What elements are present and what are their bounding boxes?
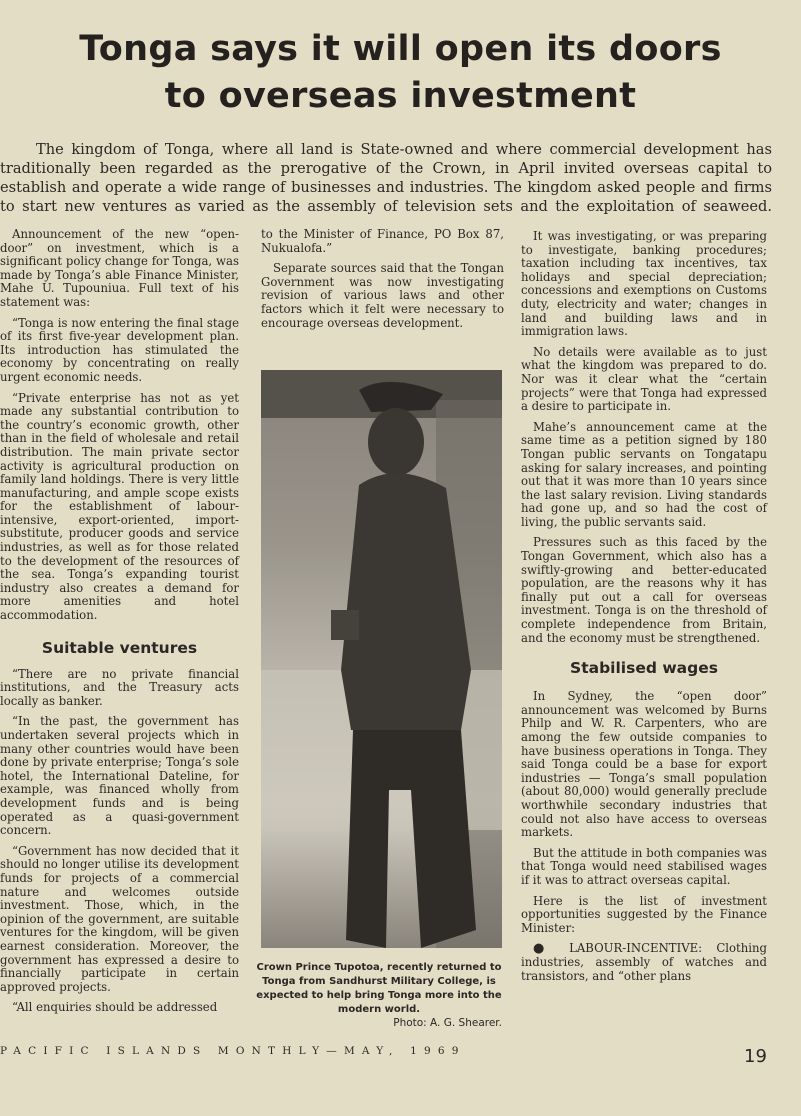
- footer-magazine-line: PACIFIC ISLANDS MONTHLY—MAY, 1969: [0, 1045, 466, 1057]
- bullet-icon: ●: [533, 941, 555, 957]
- col1-paragraph-1: Announcement of the new “open-door” on investment, which is a significant policy change for Tonga, was made by Tonga’s able Finance Minister, Mahe U. Tupouniua. Full text of his statement was:: [0, 227, 239, 309]
- photo-caption: Crown Prince Tupotoa, recently returned to Tonga from Sandhurst Military College, is expected to help bring Tonga more into the modern world.: [256, 962, 502, 1015]
- headline-line-1: Tonga says it will open its doors: [79, 29, 722, 69]
- col2-paragraph-2: Separate sources said that the Tongan Government was now investigating revision of various laws and other factors which it felt were necessary to encourage overseas development.: [261, 261, 504, 330]
- col1-paragraph-7: “All enquiries should be addressed: [12, 1000, 218, 1015]
- col3-paragraph-5: In Sydney, the “open door” announcement was welcomed by Burns Philp and W. R. Carpenters, who are among the few outside companies to have business operations in Tonga. They said Tonga could be a base for export industries — Tonga’s small population (about 80,000) would generally preclude worthwhile secondary industries that could not also have access to overseas markets.: [521, 689, 767, 840]
- col1-paragraph-2: “Tonga is now entering the final stage of its first five-year development plan. Its introduction has stimulated the economy by concentrating on really urgent economic needs.: [0, 315, 239, 384]
- col3-paragraph-8: [521, 942, 767, 983]
- photo-credit: Photo: A. G. Shearer.: [393, 1017, 502, 1029]
- col1-paragraph-3: “Private enterprise has not as yet made any substantial contribution to the country’s economic growth, other than in the field of wholesale and retail distribution. The main private sector activity is agricultural production on family land holdings. There is very little manufacturing, and ample scope exists for the establishment of labour-intensive, export-oriented, import-substitute, producer goods and service industries, as well as for those related to the development of the resources of the sea. Tonga’s expanding tourist industry also creates a demand for more amenities and hotel accommodation.: [0, 390, 239, 623]
- page-number: 19: [744, 1046, 767, 1067]
- col1-paragraph-5: “In the past, the government has undertaken several projects which in many other countries would have been done by private enterprise; Tonga’s sole hotel, the International Dateline, for example, was financed wholly from development funds and is being operated as a quasi-government concern.: [0, 714, 239, 838]
- col3-paragraph-7: Here is the list of investment opportunities suggested by the Finance Minister:: [521, 893, 767, 935]
- col3-paragraph-2: No details were available as to just what the kingdom was prepared to do. Nor was it clear what the “certain projects” were that Tonga had expressed a desire to participate in.: [521, 344, 767, 414]
- col3-bullet-text: LABOUR-INCENTIVE: Clothing industries, assembly of watches and transistors, and “other plans: [521, 941, 768, 983]
- intro-paragraph: The kingdom of Tonga, where all land is State-owned and where commercial development has traditionally been regarded as the prerogative of the Crown, in April invited overseas capital to establish and operate a wide range of businesses and industries. The kingdom asked people and firms to start new ventures as varied as the assembly of television sets and the exploitation of seaweed.: [0, 141, 772, 215]
- col1-paragraph-4: “There are no private financial institutions, and the Treasury acts locally as banker.: [0, 666, 239, 708]
- headline: [0, 26, 801, 120]
- col3-paragraph-4: Pressures such as this faced by the Tongan Government, which also has a swiftly-growing and better-educated population, are the reasons why it has finally put out a call for overseas investment. Tonga is on the threshold of complete independence from Britain, and the economy must be strengthened.: [521, 535, 767, 645]
- column-2: [261, 228, 504, 337]
- subhead-stabilised-wages: Stabilised wages: [570, 659, 718, 678]
- subhead-suitable-ventures: Suitable ventures: [41, 638, 198, 657]
- headline-line-2: to overseas investment: [164, 76, 637, 116]
- crown-prince-photo: [261, 370, 502, 948]
- column-3: [521, 230, 767, 990]
- column-1: [0, 228, 239, 1022]
- col2-paragraph-1: to the Minister of Finance, PO Box 87, Nukualofa.”: [261, 227, 504, 255]
- col1-paragraph-6: “Government has now decided that it should no longer utilise its development funds for projects of a commercial nature and welcomes outside investment. Those, which, in the opinion of the government, are suitable ventures for the kingdom, will be given earnest consideration. Moreover, the government has expressed a desire to financially participate in certain approved projects.: [0, 843, 239, 994]
- col3-paragraph-1: It was investigating, or was preparing to investigate, banking procedures; taxation including tax incentives, tax holidays and special depreciation; concessions and exemptions on Customs duty, electricity and water; changes in land and building laws and in immigration laws.: [521, 229, 767, 339]
- col3-paragraph-6: But the attitude in both companies was that Tonga would need stabilised wages if it was to attract overseas capital.: [521, 845, 767, 887]
- photo-figure-illustration: [261, 370, 502, 948]
- col3-paragraph-3: Mahe’s announcement came at the same time as a petition signed by 180 Tongan public servants on Tongatapu asking for salary increases, and pointing out that it was more than 10 years since the last salary revision. Living standards had gone up, and so had the cost of living, the public servants said.: [521, 419, 767, 529]
